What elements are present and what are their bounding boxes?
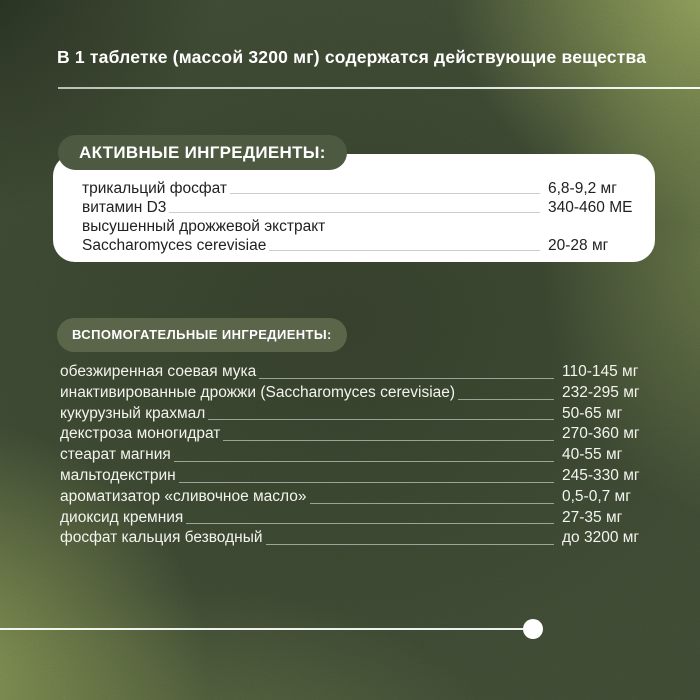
ingredient-name: фосфат кальция безводный (60, 529, 263, 547)
ingredient-amount: 232-295 мг (562, 383, 640, 401)
leader-line (174, 461, 554, 462)
auxiliary-ingredients-badge: ВСПОМОГАТЕЛЬНЫЕ ИНГРЕДИЕНТЫ: (57, 318, 347, 352)
ingredient-row (60, 528, 675, 549)
ingredient-row (60, 466, 675, 487)
ingredient-name: трикальций фосфат (82, 180, 227, 197)
leader-line (259, 378, 554, 379)
ingredient-name: обезжиренная соевая мука (60, 363, 257, 380)
ingredient-name: высушенный дрожжевой экстракт (82, 218, 326, 235)
ingredient-row (82, 179, 655, 198)
leader-line (223, 440, 554, 441)
ingredient-row (60, 362, 675, 383)
ingredient-amount: 6,8-9,2 мг (548, 180, 617, 197)
ingredient-name: декстроза моногидрат (60, 425, 221, 443)
leader-line (208, 419, 554, 420)
ingredient-amount: 50-65 мг (562, 404, 623, 422)
ingredient-name: мальтодекстрин (60, 466, 176, 484)
ingredient-name: кукурузный крахмал (60, 404, 206, 422)
ingredient-amount: 40-55 мг (562, 446, 623, 464)
ingredient-name: ароматизатор «сливочное масло» (60, 487, 307, 505)
title-divider (58, 87, 700, 89)
leader-line (266, 544, 555, 545)
ingredient-row (60, 508, 675, 529)
ingredient-amount: 0,5-0,7 мг (562, 487, 631, 505)
leader-line (186, 523, 554, 524)
pagination-line (0, 628, 523, 630)
ingredient-row (82, 236, 655, 255)
ingredient-row (60, 445, 675, 466)
ingredient-row (60, 404, 675, 425)
ingredient-row (60, 487, 675, 508)
leader-line (179, 482, 554, 483)
ingredient-amount: 110-145 мг (562, 363, 639, 380)
leader-line (310, 503, 555, 504)
ingredient-amount: 270-360 мг (562, 425, 640, 443)
leader-line (230, 193, 540, 194)
leader-line (458, 399, 554, 400)
ingredient-name: диоксид кремния (60, 508, 184, 526)
ingredient-amount: 20-28 мг (548, 237, 609, 254)
ingredient-name: Saccharomyces cerevisiae (82, 237, 267, 254)
active-ingredients-badge: АКТИВНЫЕ ИНГРЕДИЕНТЫ: (58, 135, 347, 170)
ingredient-amount: 27-35 мг (562, 508, 623, 526)
leader-line (269, 250, 540, 251)
ingredient-row (60, 383, 675, 404)
ingredient-name: инактивированные дрожжи (Saccharomyces cerevisiae) (60, 383, 456, 401)
ingredient-row (82, 198, 655, 217)
auxiliary-ingredients-list (60, 362, 675, 549)
ingredient-name: витамин D3 (82, 199, 167, 216)
ingredient-row (82, 217, 655, 236)
ingredient-row (60, 424, 675, 445)
ingredient-amount: до 3200 мг (562, 529, 640, 547)
leader-line (169, 212, 540, 213)
page-title: В 1 таблетке (массой 3200 мг) содержатся действующие вещества (57, 47, 647, 67)
ingredient-name: стеарат магния (60, 446, 171, 464)
ingredient-amount: 340-460 МЕ (548, 199, 633, 216)
active-ingredients-card (53, 154, 655, 262)
pagination-dot (523, 619, 543, 639)
ingredient-amount: 245-330 мг (562, 466, 640, 484)
